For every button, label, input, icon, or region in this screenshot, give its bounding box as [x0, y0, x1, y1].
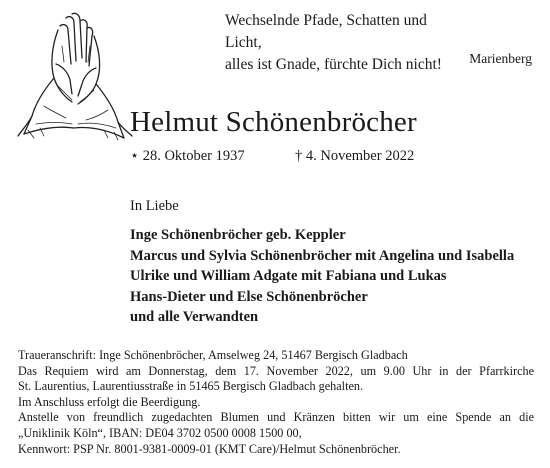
family-member: und alle Verwandten [130, 309, 259, 325]
notice-line: Kennwort: PSP Nr. 8001-9381-0009-01 (KMT Care)/Helmut Schönenbröcher. [18, 441, 401, 456]
verse [225, 10, 465, 76]
notice-line: Im Anschluss erfolgt die Beerdigung. [18, 394, 201, 409]
family-list [130, 225, 540, 328]
death-date: † 4. November 2022 [295, 148, 415, 164]
family-member: Inge Schönenbröcher geb. Keppler [130, 227, 346, 243]
notice-line: Das Requiem wird am Donnerstag, dem 17. November 2022, um 9.00 Uhr in der Pfarrkirche [18, 363, 534, 378]
notice-line: Anstelle von freundlich zugedachten Blumen und Kränzen bitten wir um eine Spende an die [18, 410, 534, 425]
verse-line-1: Wechselnde Pfade, Schatten und Licht, [225, 12, 427, 51]
praying-hands-icon [14, 6, 134, 144]
family-member: Ulrike und William Adgate mit Fabiana und Lukas [130, 268, 447, 284]
location: Marienberg [469, 51, 532, 66]
notice-line: St. Laurentius, Laurentiusstraße in 51465 Bergisch Gladbach gehalten. [18, 379, 363, 394]
family-member: Marcus und Sylvia Schönenbröcher mit Angelina und Isabella [130, 247, 515, 264]
deceased-name: Helmut Schönenbröcher [130, 106, 417, 138]
verse-line-2: alles ist Gnade, fürchte Dich nicht! [225, 56, 442, 73]
greeting: In Liebe [130, 198, 179, 214]
family-member: Hans-Dieter und Else Schönenbröcher [130, 288, 368, 305]
notice-line: Traueranschrift: Inge Schönenbröcher, Amselweg 24, 51467 Bergisch Gladbach [18, 348, 408, 362]
notice-line: „Uniklinik Köln“, IBAN: DE04 3702 0500 0008 1500 00, [18, 425, 302, 440]
birth-date: ⋆ 28. Oktober 1937 [130, 148, 245, 164]
funeral-notice [18, 348, 534, 457]
